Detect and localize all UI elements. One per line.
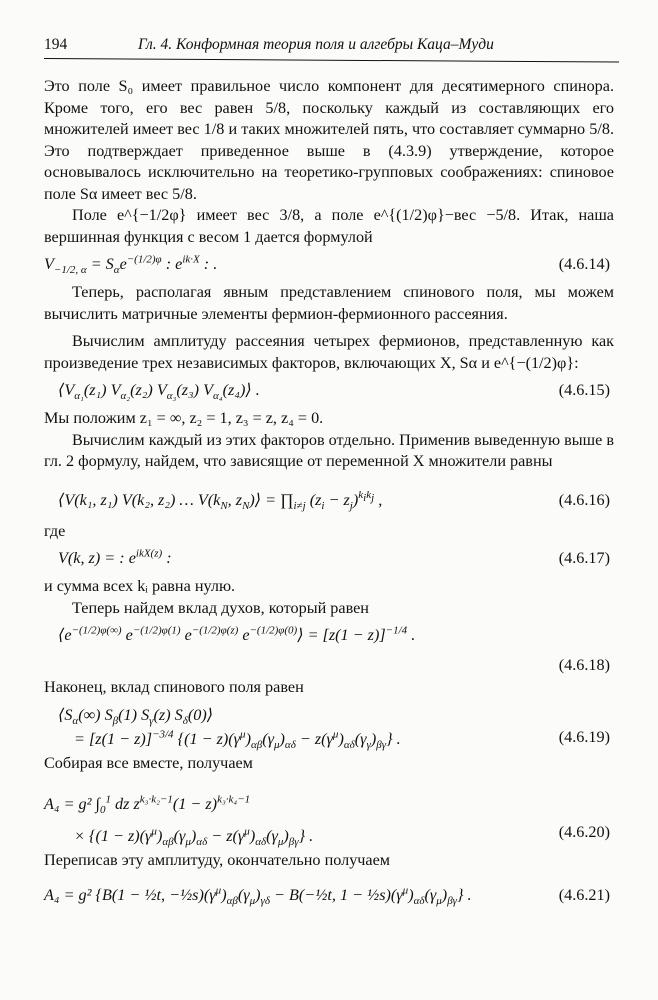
paragraph-8: и сумма всех kᵢ равна нулю.	[44, 577, 236, 595]
paragraph-6: Вычислим каждый из этих факторов отдельно. Применив выведенную выше в гл. 2 формулу, найдем, что зависящие от переменной X множители равны	[44, 430, 614, 470]
equation-4-6-14	[44, 250, 614, 278]
equation-4-6-17	[44, 544, 614, 572]
paragraph-10: Наконец, вклад спинового поля равен	[44, 678, 304, 696]
paragraph-1: Это поле S₀ имеет правильное число компонент для десятимерного спинора. Кроме того, его вес равен 5/8, поскольку каждый из составляющих его множителей имеет вес 1/8 и таких множителей пять, что составляет суммарно 5/8. Это подтверждает приведенное выше в (4.3.9) утверждение, которое основывалось исключительно на теоретико-групповых соображениях: спиновое поле Sα имеет вес 5/8.	[44, 77, 614, 203]
header-rule	[44, 58, 619, 63]
paragraph-7: где	[44, 521, 66, 540]
formula-correlator: $⟨V_{\alpha_1}(z_1)$ $V_{\alpha_2}(z_2)$ $V_{\alpha_3}(z_3)$ $V_{\alpha_4}(z_4)⟩$ .	[58, 381, 260, 403]
paragraph-11: Собирая все вместе, получаем	[44, 753, 253, 772]
equation-4-6-16	[44, 483, 614, 517]
equation-number: (4.6.20)	[558, 823, 610, 841]
formula-spin-result: = $[z(1 - z)]^{-3/4}$ $\{(1 - z)(\gamma^\mu)_{\alpha\beta}(\gamma_\mu)_{\alpha\delta} - z(\gamma^\mu)_{\alpha\delta}(\gamma_\gamma)_{\beta\gamma}\}$ .	[74, 728, 401, 751]
page-number: 194	[44, 36, 68, 53]
formula-amplitude-integral: A₄ = g² $\int_0^1$ dz $z^{k_3\cdot k_2-1}(1 - z)^{k_3\cdot k_4-1}$	[44, 793, 251, 817]
equation-number: (4.6.15)	[558, 381, 610, 399]
equation-4-6-19	[44, 701, 614, 749]
equation-4-6-15	[44, 376, 614, 404]
formula-x-factors: ⟨V(k₁, z₁) V(k₂, z₂) … $V(k_N$, $z_N)⟩$ = $\prod_{i\ne j}$ $(z_i - z_j)^{k_ik_j}$ ,	[58, 489, 383, 512]
equation-number: (4.6.16)	[558, 490, 610, 509]
equation-number: (4.6.21)	[558, 885, 610, 904]
paragraph-2: Поле e^{−1/2φ} имеет вес 3/8, а поле e^{(1/2)φ}−вес −5/8. Итак, наша вершинная функция с весом 1 дается формулой	[44, 206, 614, 246]
formula-vertex-operator: V(k, z) = : $e^{ikX(z)}$ :	[58, 547, 172, 567]
equation-4-6-18	[44, 621, 614, 673]
formula-ghost-contribution: $⟨e^{-(1/2)\varphi(\infty)}$ $e^{-(1/2)\varphi(1)}$ $e^{-(1/2)\varphi(z)}$ $e^{-(1/2)\varphi(0)}⟩ = [z(1 - z)]^{-1/4}$ .	[58, 624, 416, 644]
running-title: Гл. 4. Конформная теория поля и алгебры Каца–Муди	[138, 36, 494, 53]
equation-4-6-20	[44, 776, 614, 849]
paragraph-3: Теперь, располагая явным представлением спинового поля, мы можем вычислить матричные элементы фермион-фермионного рассеяния.	[44, 283, 614, 323]
formula-amplitude-bracket: × $\{(1 - z)(\gamma^\mu)_{\alpha\beta}(\gamma_\mu)_{\alpha\delta} - z(\gamma^\mu)_{\alpha\delta}(\gamma_\mu)_{\beta\gamma}\}$ .	[74, 825, 314, 849]
formula-spin-correlator: $⟨S_\alpha(\infty)$ $S_\beta(1)$ $S_\gamma(z)$ $S_\delta(0)⟩$	[58, 705, 214, 727]
equation-4-6-21	[44, 878, 614, 912]
formula-vertex-function: $V_{-1/2, \alpha} = S_\alpha e^{-(1/2)\varphi}$ : $e^{ik\cdot X}$ : .	[44, 253, 218, 277]
paragraph-4: Вычислим амплитуду рассеяния четырех фермионов, представленную как произведение трех независимых факторов, включающих X, Sα и e^{−(1/2)φ}:	[44, 332, 614, 372]
equation-number: (4.6.17)	[558, 549, 610, 567]
paragraph-9: Теперь найдем вклад духов, который равен	[72, 598, 369, 617]
equation-number: (4.6.19)	[558, 727, 610, 746]
equation-number: (4.6.18)	[558, 656, 610, 674]
paragraph-12: Переписав эту амплитуду, окончательно получаем	[44, 851, 391, 869]
formula-final-amplitude: A₄ = g² {B(1 − ½t, $-\frac{1}{2}s)(\gamma^\mu)_{\alpha\beta}(\gamma_\mu)_{\gamma\delta}$ − B(−½t, $1 - \frac{1}{2}s)(\gamma^\mu)_{\alpha\delta}(\gamma_\mu)_{\beta\gamma}$} .	[44, 884, 472, 907]
paragraph-5: Мы положим z₁ = ∞, z₂ = 1, z₃ = z, z₄ = 0.	[44, 409, 324, 427]
equation-number: (4.6.14)	[558, 255, 610, 273]
page-body	[44, 76, 614, 916]
